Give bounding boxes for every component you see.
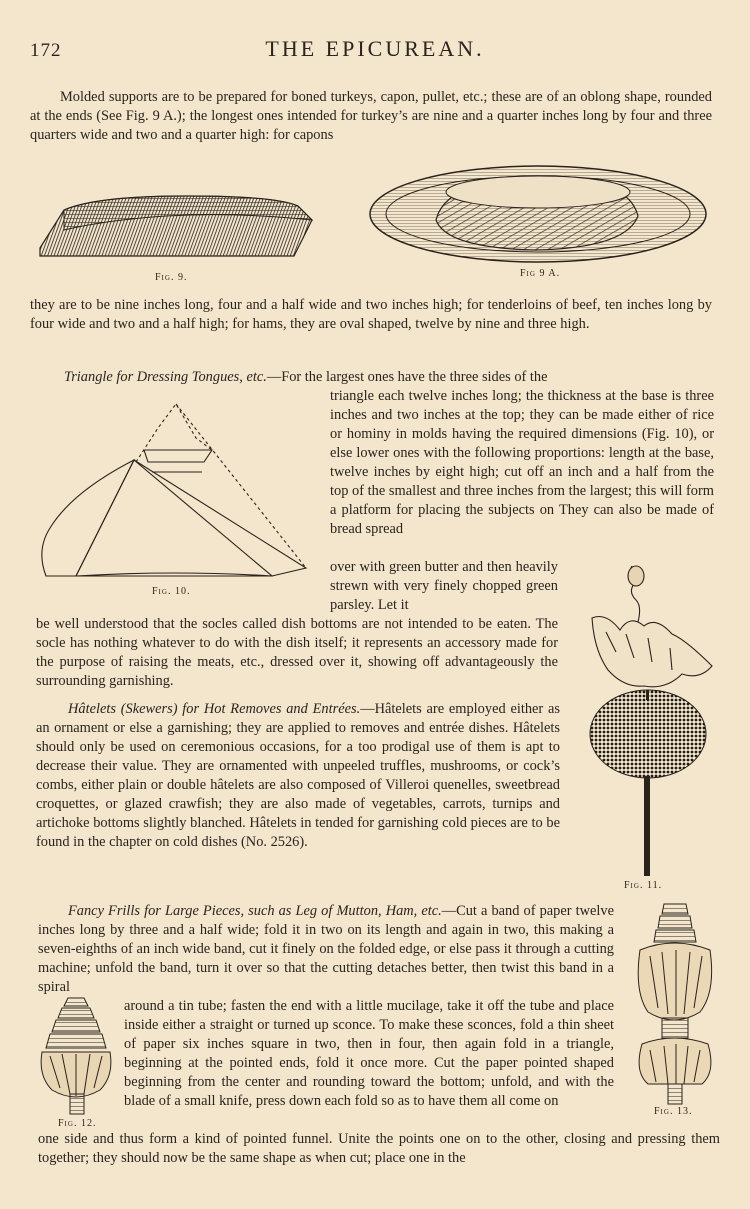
- paragraph-frills-end: one side and thus form a kind of pointed funnel. Unite the points one on to the other, closing and pressing them together; they should now be the same shape as when cut; place one in the: [38, 1131, 720, 1166]
- figure-11-hatelet-skewer: [586, 562, 718, 880]
- caption-fig-13: Fig. 13.: [654, 1106, 693, 1117]
- figure-9a-oval-dish: [366, 160, 710, 268]
- heading-triangle: Triangle for Dressing Tongues, etc.: [64, 369, 267, 385]
- paragraph-hatelets: [36, 700, 560, 852]
- figure-10-triangle: [36, 400, 312, 582]
- paragraph-support-sizes: they are to be nine inches long, four and a half wide and two inches high; for tenderloins of beef, ten inches long by four wide and two and a half high; for hams, they are oval shaped, twelve by nine and three high.: [30, 297, 712, 332]
- paragraph-frills-mid: around a tin tube; fasten the end with a little mucilage, take it off the tube and place inside either a straight or turned up sconce. To make these sconces, fold a thin sheet of paper six inches square in two, then in four, then again fold in a triangle, beginning at the pointed ends, fold it once more. Cut the paper pointed shaped beginning from the center and rounding toward the bottom; unfold, and with the blade of a small knife, press down each fold so as to have them all come on: [124, 998, 614, 1109]
- page-number: 172: [30, 40, 62, 61]
- paragraph-triangle-lead: [30, 368, 712, 387]
- caption-fig-12: Fig. 12.: [58, 1118, 97, 1129]
- triangle-lead-text: —For the largest ones have the three sides of the: [266, 369, 548, 385]
- figure-9-slab: [36, 190, 316, 262]
- paragraph-triangle-right: triangle each twelve inches long; the thickness at the base is three inches and two inches at the top; they can be made either of rice or hominy in molds having the required dimensions (Fig. 10), or else lower ones with the following proportions: length at the base, twelve inches by eight high; cut off an inch and a half from the top of the smallest and three inches from the largest; this will form a platform for placing the subjects on They can also be made of bread spread: [330, 388, 714, 537]
- paragraph-molded-supports: Molded supports are to be prepared for boned turkeys, capon, pullet, etc.; these are of an oblong shape, rounded at the ends (See Fig. 9 A.); the longest ones intended for turkey’s are nine and a quarter inches long by four and three quarters wide and two and a quarter high: for capons: [30, 89, 712, 143]
- paragraph-triangle-mid: over with green butter and then heavily strewn with very finely chopped green parsley. Let it: [330, 559, 558, 613]
- figure-12-paper-frill: [38, 994, 116, 1116]
- heading-frills: Fancy Frills for Large Pieces, such as Leg of Mutton, Ham, etc.: [68, 903, 442, 919]
- paragraph-triangle-end: be well understood that the socles called dish bottoms are not intended to be eaten. The socle has nothing whatever to do with the dish itself; it represents an accessory made for the purpose of raising the meats, etc., dressed over it, showing off advantageously the surrounding garnishing.: [36, 616, 558, 689]
- hatelets-body: —Hâtelets are employed either as an ornament or else a garnishing; they are applied to removes and entrée dishes. Hâtelets should only be used on ceremonious occasions, for a too prodigal use of them is apt to decrease their value. They are ornamented with unpeeled truffles, mushrooms, or cock’s combs, either plain or double hâtelets are also composed of Villeroi quenelles, sweetbread croquettes, or glazed crawfish; they are also made of vegetables, carrots, turnips and artichoke bottoms slightly blanched. Hâtelets in tended for garnishing cold pieces are to be found in the chapter on cold dishes (No. 2526).: [36, 701, 560, 850]
- caption-fig-10: Fig. 10.: [152, 586, 191, 597]
- caption-fig-9a: Fig 9 A.: [520, 268, 561, 279]
- heading-hatelets: Hâtelets (Skewers) for Hot Removes and Entrées.: [68, 701, 361, 717]
- figure-13-frill-sconce: [634, 900, 716, 1106]
- page-header: [30, 36, 720, 66]
- caption-fig-11: Fig. 11.: [624, 880, 663, 891]
- frills-lead-text: —Cut a band of paper twelve inches long by three and a half wide; fold it in two on its length and again in two, this making a seven-eighths of an inch wide band, cut it finely on the folded edge, or else pass it through a cutting machine; unfold the band, turn it over so that the cutting detaches better, then twist this band in a spiral: [38, 903, 615, 995]
- caption-fig-9: Fig. 9.: [155, 272, 188, 283]
- running-title: THE EPICUREAN.: [265, 36, 485, 61]
- paragraph-frills-lead: [38, 902, 614, 997]
